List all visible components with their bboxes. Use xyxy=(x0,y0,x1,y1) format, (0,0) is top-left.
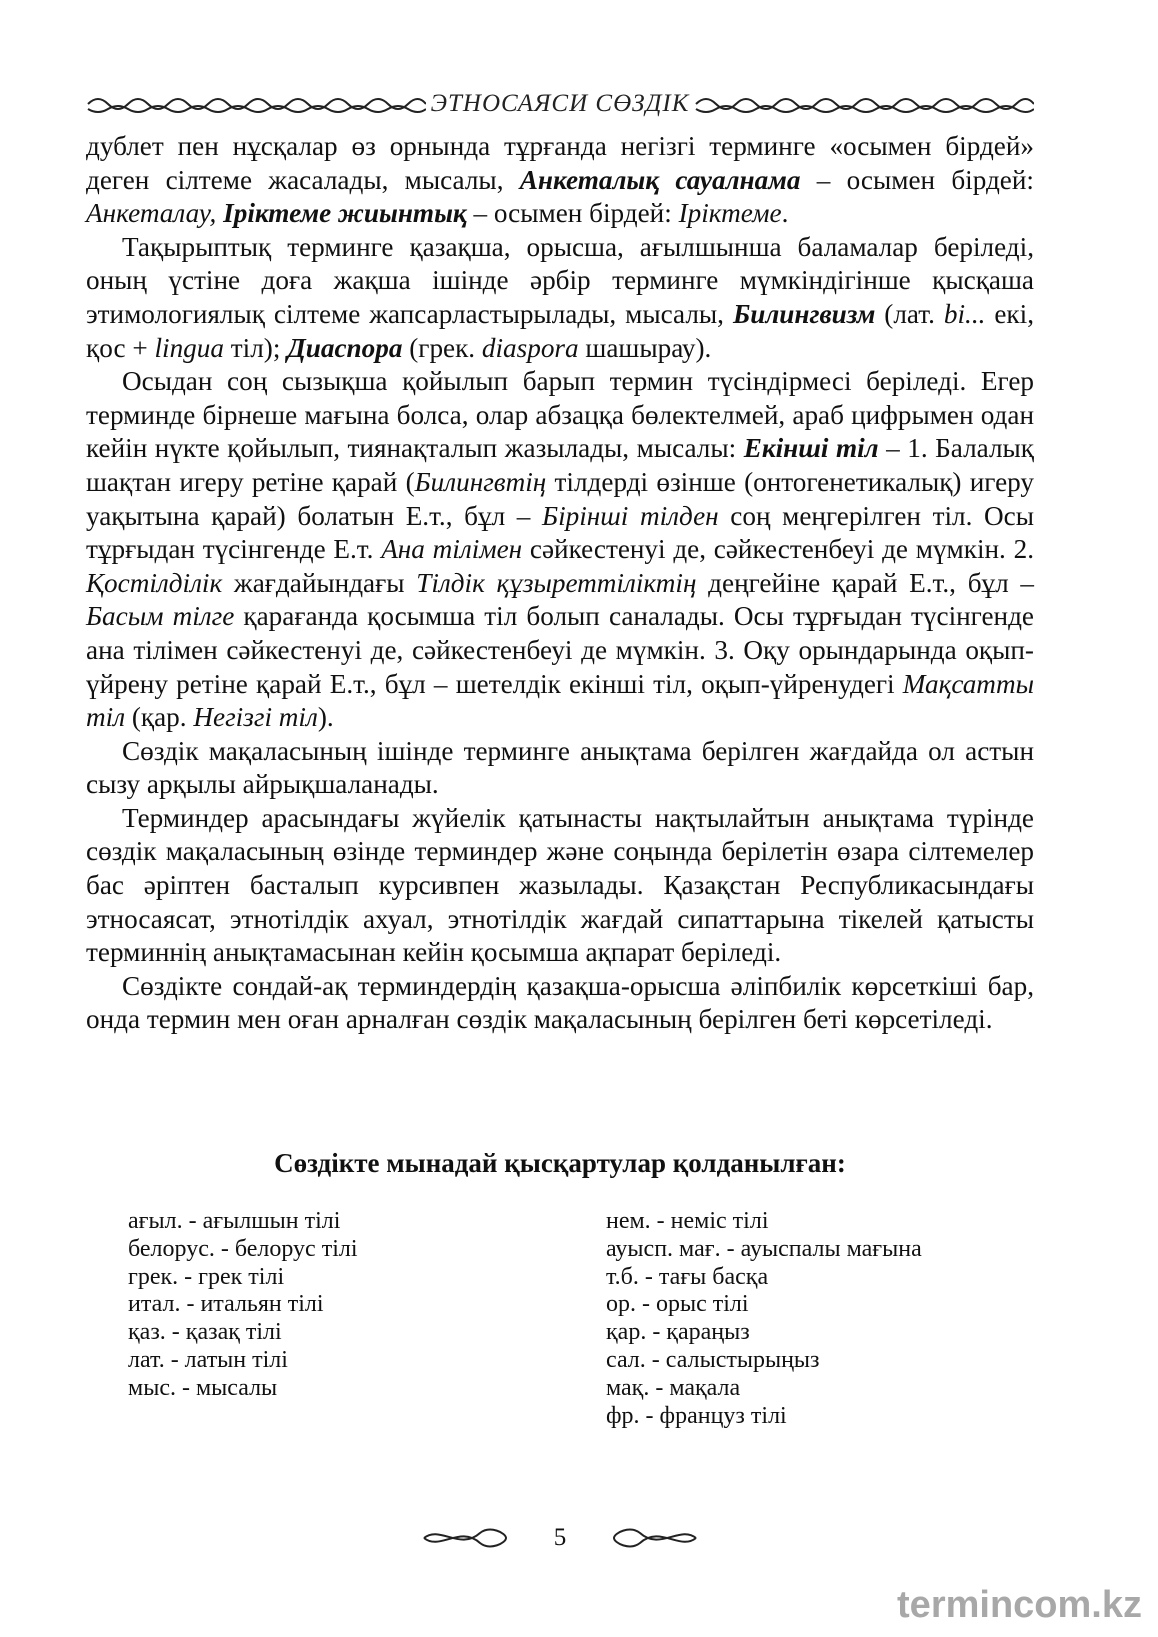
abbreviation-item: ауысп. мағ. - ауыспалы мағына xyxy=(606,1235,922,1262)
paragraph-2: Тақырыптық терминге қазақша, орысша, ағылшынша баламалар беріледі, оның үстіне доға жақша ішінде әрбір терминге мүмкіндігінше қысқаша этимологиялық сілтеме жапсарластырылады, мысалы, Билингвизм (лат. bi... екі, қос + lingua тіл); Диаспора (грек. diaspora шашырау). xyxy=(86,231,1034,363)
abbreviation-item: қар. - қараңыз xyxy=(606,1319,750,1346)
flourish-left-icon xyxy=(420,1525,510,1551)
paragraph-3: Осыдан соң сызықша қойылып барып термин түсіндірмесі беріледі. Егер терминде бірнеше мағына болса, олар абзацқа бөлектелмей, араб цифрымен одан кейін нүкте қойылып, тиянақталып жазылады, мысалы: Екінші тіл – 1. Балалық шақтан игеру ретіне қарай (Билингвтің тілдерді өзінше (онтогенетикалық) игеру уақытына қарай) болатын Е.т., бұл – Бірінші тілден соң меңгерілген тіл. Осы тұрғыдан түсінгенде Е.т. Ана тілімен сәйкестенуі де, сәйкестенбеуі де мүмкін. 2. Қостілділік жағдайындағы Тілдік құзыреттіліктің деңгейіне қарай Е.т., бұл – Басым тілге қарағанда қосымша тіл болып саналады. Осы тұрғыдан түсінгенде ана тілімен сәйкестенуі де, сәйкестенбеуі де мүмкін. 3. Оқу орындарында оқып-үйрену ретіне қарай Е.т., бұл – шетелдік екінші тіл, оқып-үйренудегі Мақсатты тіл (қар. Негізгі тіл). xyxy=(86,366,1035,733)
abbreviations-title: Сөздікте мынадай қысқартулар қолданылған: xyxy=(274,1148,846,1178)
abbreviation-item: мақ. - мақала xyxy=(606,1374,741,1401)
ornament-left-icon xyxy=(86,93,426,115)
abbreviation-item: фр. - француз тілі xyxy=(606,1402,787,1429)
watermark: termincom.kz xyxy=(897,1584,1142,1626)
running-title: ЭТНОСАЯСИ СӨЗДІК xyxy=(430,90,690,117)
paragraph-4: Сөздік мақаласының ішінде терминге анықтама берілген жағдайда ол астын сызу арқылы айрықшаланады. xyxy=(86,735,1034,800)
page-footer xyxy=(420,1520,700,1556)
abbreviations-left-column xyxy=(128,1208,358,1403)
page-number: 5 xyxy=(553,1524,567,1551)
abbreviation-item: белорус. - белорус тілі xyxy=(128,1235,358,1262)
page-header xyxy=(86,86,1034,122)
ornament-right-icon xyxy=(694,93,1034,115)
abbreviation-item: лат. - латын тілі xyxy=(128,1346,288,1373)
abbreviation-item: қаз. - қазақ тілі xyxy=(128,1319,282,1346)
abbreviation-item: итал. - итальян тілі xyxy=(128,1291,324,1318)
abbreviation-item: нем. - неміс тілі xyxy=(606,1208,769,1234)
abbreviations-right-column xyxy=(606,1208,922,1430)
abbreviation-item: ағыл. - ағылшын тілі xyxy=(128,1208,341,1234)
abbreviation-item: мыс. - мысалы xyxy=(128,1374,278,1401)
paragraph-1: дублет пен нұсқалар өз орнында тұрғанда негізгі терминге «осымен бірдей» деген сілтеме жасалады, мысалы, Анкеталық сауалнама – осымен бірдей: Анкеталау, Іріктеме жиынтық – осымен бірдей: Іріктеме. xyxy=(86,131,1034,229)
paragraph-6: Сөздікте сондай-ақ терминдердің қазақша-орысша әліпбилік көрсеткіші бар, онда термин мен оған арналған сөздік мақаласының берілген беті көрсетіледі. xyxy=(86,970,1034,1035)
body-text xyxy=(86,130,1034,1037)
paragraph-5: Терминдер арасындағы жүйелік қатынасты нақтылайтын анықтама түрінде сөздік мақаласының өзінде терминдер және соңында берілетін өзара сілтемелер бас әріптен басталып курсивпен жазылады. Қазақстан Республикасындағы этносаясат, этнотілдік ахуал, этнотілдік жағдай сипаттарына тікелей қатысты терминнің анықтамасынан кейін қосымша ақпарат беріледі. xyxy=(86,802,1034,968)
abbreviation-item: грек. - грек тілі xyxy=(128,1263,285,1290)
abbreviation-item: ор. - орыс тілі xyxy=(606,1291,749,1318)
abbreviation-item: т.б. - тағы басқа xyxy=(606,1263,769,1290)
abbreviation-item: сал. - салыстырыңыз xyxy=(606,1346,820,1373)
flourish-right-icon xyxy=(610,1525,700,1551)
